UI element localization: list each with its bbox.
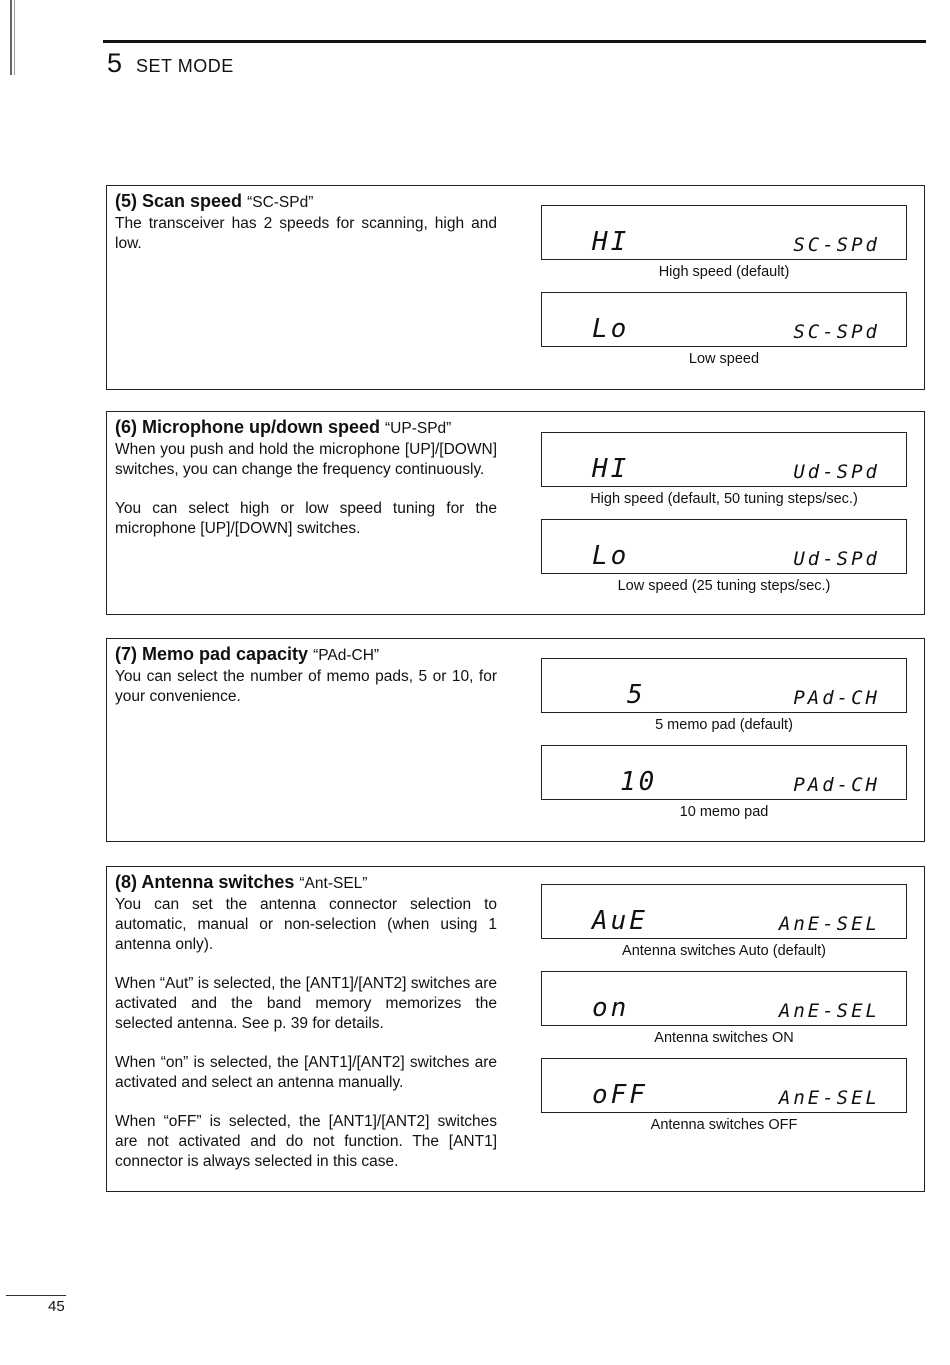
header-rule: [103, 40, 926, 43]
paragraph: When you push and hold the microphone [UP]/[DOWN] switches, you can change the frequency continuously.: [115, 441, 497, 478]
lcd-value: 5: [627, 680, 646, 710]
paragraph: When “on” is selected, the [ANT1]/[ANT2] switches are activated and select an antenna manually.: [115, 1054, 497, 1091]
lcd-display: [541, 519, 907, 574]
lcd-code: SC-SPd: [793, 234, 880, 256]
section-scan-speed: [106, 185, 925, 390]
display-caption: Low speed: [688, 351, 760, 367]
lcd-code: AnE-SEL: [778, 1087, 880, 1109]
display-caption: Antenna switches OFF: [650, 1117, 798, 1133]
lcd-display: [541, 971, 907, 1026]
display-caption: Low speed (25 tuning steps/sec.): [617, 578, 831, 594]
display-caption: 5 memo pad (default): [655, 717, 793, 733]
scan-edge-line: [14, 0, 15, 75]
section-memo-pad: [106, 638, 925, 842]
paragraph: When “Aut” is selected, the [ANT1]/[ANT2] switches are activated and the band memory memorizes the selected antenna. See p. 39 for details.: [115, 975, 497, 1032]
footer-rule: [6, 1295, 66, 1296]
section-text: [115, 643, 497, 726]
section-heading: (6) Microphone up/down speed “UP-SPd”: [115, 417, 452, 437]
page-number: 45: [48, 1298, 65, 1315]
display-caption: Antenna switches Auto (default): [622, 943, 826, 959]
section-text: [115, 871, 497, 1191]
display-caption: Antenna switches ON: [654, 1030, 794, 1046]
lcd-value: HI: [592, 227, 630, 257]
section-heading: (7) Memo pad capacity “PAd-CH”: [115, 644, 380, 664]
section-microphone-speed: [106, 411, 925, 615]
section-text: [115, 416, 497, 558]
lcd-value: 10: [620, 767, 658, 797]
lcd-display: [541, 658, 907, 713]
section-heading: (5) Scan speed “SC-SPd”: [115, 191, 314, 211]
chapter-number: 5: [107, 48, 123, 78]
lcd-value: Lo: [592, 314, 630, 344]
display-caption: High speed (default): [658, 264, 790, 280]
lcd-value: on: [592, 993, 630, 1023]
display-caption: 10 memo pad: [679, 804, 769, 820]
lcd-value: HI: [592, 454, 630, 484]
lcd-value: Lo: [592, 541, 630, 571]
lcd-code: PAd-CH: [793, 687, 880, 709]
paragraph: You can select the number of memo pads, 5 or 10, for your convenience.: [115, 668, 497, 705]
lcd-display: [541, 292, 907, 347]
chapter-heading: [107, 48, 234, 79]
lcd-code: SC-SPd: [793, 321, 880, 343]
lcd-code: AnE-SEL: [778, 1000, 880, 1022]
display-group: [541, 658, 907, 826]
section-heading: (8) Antenna switches “Ant-SEL”: [115, 872, 368, 892]
chapter-title: SET MODE: [136, 56, 234, 76]
lcd-display: [541, 1058, 907, 1113]
paragraph: The transceiver has 2 speeds for scanning, high and low.: [115, 215, 497, 252]
lcd-display: [541, 205, 907, 260]
lcd-display: [541, 884, 907, 939]
display-group: [541, 205, 907, 373]
section-antenna-switches: [106, 866, 925, 1192]
lcd-value: AuE: [592, 906, 648, 936]
section-text: [115, 190, 497, 273]
lcd-display: [541, 745, 907, 800]
scan-edge-line: [10, 0, 12, 75]
lcd-display: [541, 432, 907, 487]
paragraph: When “oFF” is selected, the [ANT1]/[ANT2] switches are not activated and do not function. The [ANT1] connector is always selected in this case.: [115, 1113, 497, 1170]
lcd-code: Ud-SPd: [793, 548, 880, 570]
lcd-value: oFF: [592, 1080, 648, 1110]
display-group: [541, 884, 907, 1139]
lcd-code: AnE-SEL: [778, 913, 880, 935]
display-caption: High speed (default, 50 tuning steps/sec.): [590, 491, 858, 507]
display-group: [541, 432, 907, 600]
paragraph: You can set the antenna connector selection to automatic, manual or non-selection (when using 1 antenna only).: [115, 896, 497, 953]
paragraph: You can select high or low speed tuning for the microphone [UP]/[DOWN] switches.: [115, 500, 497, 537]
lcd-code: PAd-CH: [793, 774, 880, 796]
lcd-code: Ud-SPd: [793, 461, 880, 483]
